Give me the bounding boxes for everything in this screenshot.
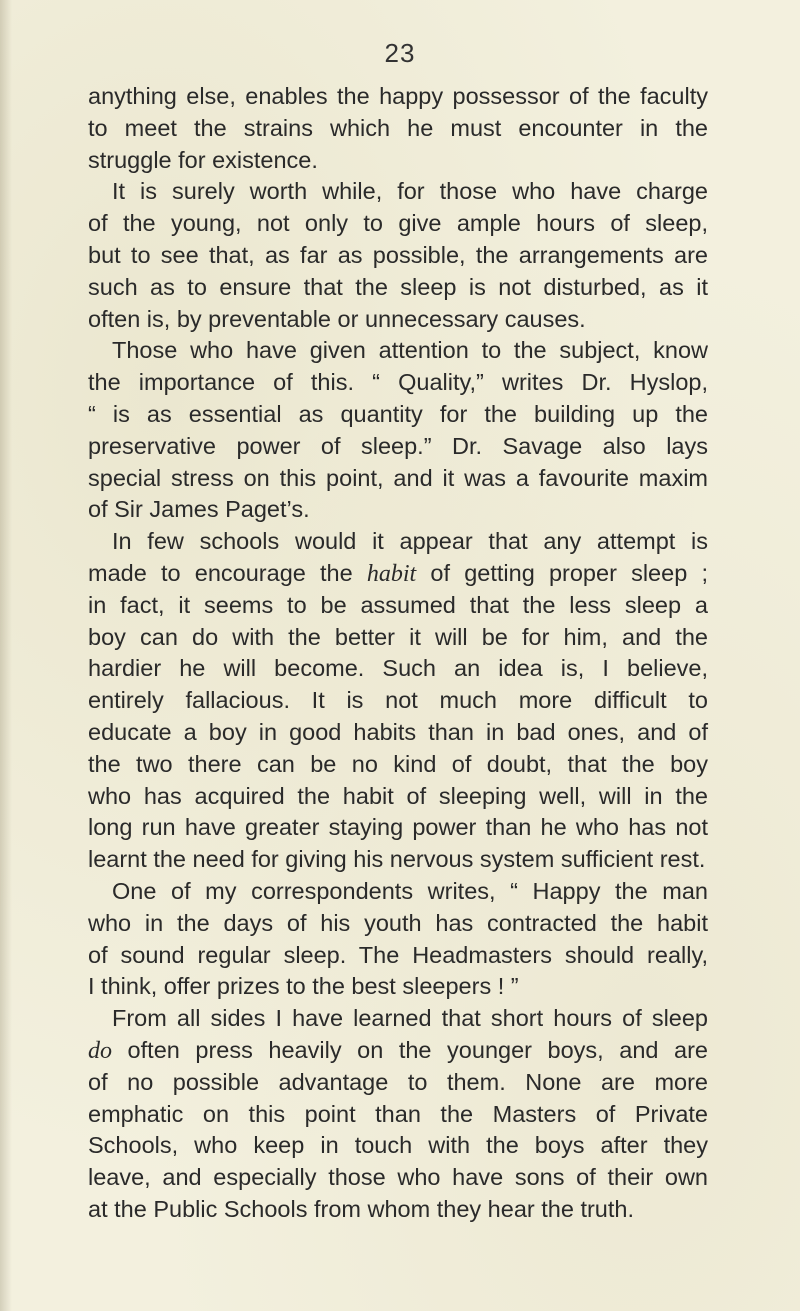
text-line: leave, and especially those who have sons of their own — [88, 1164, 708, 1191]
text-line: In few schools would it appear that any attempt is — [112, 528, 708, 555]
italic-text: do — [88, 1037, 112, 1064]
text-line: of no possible advantage to them. None are more — [88, 1068, 708, 1095]
text-line: educate a boy in good habits than in bad ones, and of — [88, 718, 708, 745]
text-line: such as to ensure that the sleep is not disturbed, as it — [88, 273, 708, 300]
text-line: who has acquired the habit of sleeping well, will in the — [88, 782, 708, 809]
text-line: hardier he will become. Such an idea is, I believe, — [88, 655, 708, 682]
text-line: anything else, enables the happy possessor of the faculty — [88, 83, 708, 109]
text-line: boy can do with the better it will be for him, and the — [88, 623, 708, 650]
text-line: Schools, who keep in touch with the boys after they — [88, 1132, 708, 1159]
text-line: From all sides I have learned that short hours of sleep — [112, 1005, 708, 1032]
text-line: entirely fallacious. It is not much more difficult to — [88, 687, 708, 714]
text-line: made to encourage the habit of getting proper sleep ; — [88, 559, 708, 587]
text-line: the two there can be no kind of doubt, that the boy — [88, 750, 708, 777]
text-line: of Sir James Paget’s. — [88, 496, 310, 523]
text-line: do often press heavily on the younger boys, and are — [88, 1036, 708, 1064]
italic-text: habit — [366, 560, 417, 587]
text-line: the importance of this. “ Quality,” writes Dr. Hyslop, — [88, 369, 708, 396]
text-line: long run have greater staying power than he who has not — [88, 814, 708, 841]
text-line: It is surely worth while, for those who have charge — [112, 178, 708, 205]
text-line: often is, by preventable or unnecessary causes. — [88, 305, 586, 332]
page-number: 23 — [384, 38, 416, 68]
page-edge-shadow — [0, 0, 12, 1311]
text-line: One of my correspondents writes, “ Happy the man — [112, 877, 708, 904]
text-line: learnt the need for giving his nervous system sufficient rest. — [88, 846, 706, 873]
text-line: of sound regular sleep. The Headmasters should really, — [88, 941, 708, 968]
text-line: to meet the strains which he must encounter in the — [88, 114, 708, 141]
text-line: “ is as essential as quantity for the building up the — [88, 400, 708, 427]
text-line: of the young, not only to give ample hours of sleep, — [88, 210, 708, 237]
body-text — [88, 81, 708, 1226]
text-line: I think, offer prizes to the best sleepers ! ” — [88, 973, 519, 1000]
text-line: special stress on this point, and it was a favourite maxim — [88, 464, 708, 491]
text-line: preservative power of sleep.” Dr. Savage also lays — [88, 432, 708, 459]
text-line: Those who have given attention to the subject, know — [112, 337, 708, 364]
text-line: who in the days of his youth has contracted the habit — [88, 909, 708, 936]
text-line: but to see that, as far as possible, the arrangements are — [88, 241, 708, 268]
text-line: emphatic on this point than the Masters of Private — [88, 1100, 708, 1127]
text-line: struggle for existence. — [88, 146, 318, 173]
text-line: in fact, it seems to be assumed that the less sleep a — [88, 591, 708, 618]
text-line: at the Public Schools from whom they hear the truth. — [88, 1195, 634, 1222]
